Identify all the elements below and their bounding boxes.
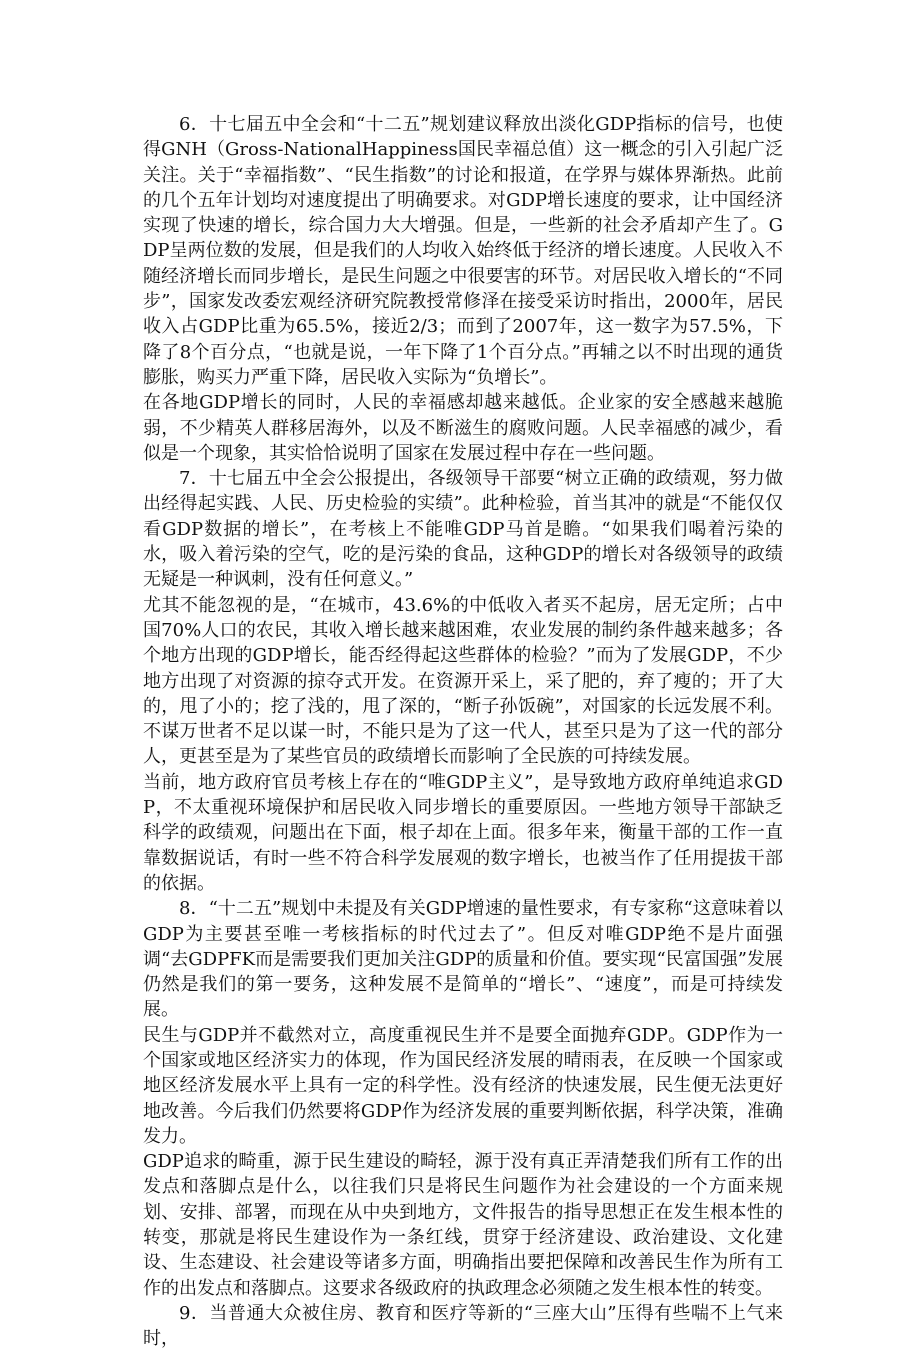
paragraph-7-continued-a: 尤其不能忽视的是，“在城市，43.6%的中低收入者买不起房，居无定所；占中国70%人口的农民，其收入增长越来越困难，农业发展的制约条件越来越多；各个地方出现的GDP增长，能否经得起这些群体的检验？”而为了发展GDP，不少地方出现了对资源的掠夺式开发。在资源开采上，采了肥的，弃了瘦的；开了大的，甩了小的；挖了浅的，甩了深的，“断子孙饭碗”，对国家的长远发展不利。不谋万世者不足以谋一时，不能只是为了这一代人，甚至只是为了这一代的部分人，更甚至是为了某些官员的政绩增长而影响了全民族的可持续发展。 (143, 594, 783, 768)
paragraph-7: 7．十七届五中全会公报提出，各级领导干部要“树立正确的政绩观，努力做出经得起实践、人民、历史检验的实绩”。此种检验，首当其冲的就是“不能仅仅看GDP数据的增长”，在考核上不能唯GDP马首是瞻。“如果我们喝着污染的水，吸入着污染的空气，吃的是污染的食品，这种GDP的增长对各级领导的政绩无疑是一种讽刺，没有任何意义。” (143, 468, 783, 591)
paragraph-9: 9．当普通大众被住房、教育和医疗等新的“三座大山”压得有些喘不上气来时， (143, 1302, 783, 1350)
paragraph-6: 6．十七届五中全会和“十二五”规划建议释放出淡化GDP指标的信号，也使得GNH（Gross-NationalHappiness国民幸福总值）这一概念的引入引起广泛关注。关于“幸福指数”、“民生指数”的讨论和报道，在学界与媒体界渐热。此前的几个五年计划均对速度提出了明确要求。对GDP增长速度的要求，让中国经济实现了快速的增长，综合国力大大增强。但是，一些新的社会矛盾却产生了。GDP呈两位数的发展，但是我们的人均收入始终低于经济的增长速度。人民收入不随经济增长而同步增长，是民生问题之中很要害的环节。对居民收入增长的“不同步”，国家发改委宏观经济研究院教授常修泽在接受采访时指出，2000年，居民收入占GDP比重为65.5%，接近2/3；而到了2007年，这一数字为57.5%，下降了8个百分点，“也就是说，一年下降了1个百分点。”再辅之以不时出现的通货膨胀，购买力严重下降，居民收入实际为“负增长”。 (143, 114, 783, 388)
paragraph-8-continued-a: 民生与GDP并不截然对立，高度重视民生并不是要全面抛弃GDP。GDP作为一个国家或地区经济实力的体现，作为国民经济发展的晴雨表，在反映一个国家或地区经济发展水平上具有一定的科学性。没有经济的快速发展，民生便无法更好地改善。今后我们仍然要将GDP作为经济发展的重要判断依据，科学决策，准确发力。 (143, 1024, 783, 1147)
document-body (143, 112, 783, 1352)
paragraph-8: 8．“十二五”规划中未提及有关GDP增速的量性要求，有专家称“这意味着以GDP为主要甚至唯一考核指标的时代过去了”。但反对唯GDP绝不是片面强调“去GDPFK而是需要我们更加关注GDP的质量和价值。要实现“民富国强”发展仍然是我们的第一要务，这种发展不是简单的“增长”、“速度”，而是可持续发展。 (143, 898, 783, 1021)
paragraph-8-continued-b: GDP追求的畸重，源于民生建设的畸轻，源于没有真正弄清楚我们所有工作的出发点和落脚点是什么，以往我们只是将民生问题作为社会建设的一个方面来规划、安排、部署，而现在从中央到地方，文件报告的指导思想正在发生根本性的转变，那就是将民生建设作为一条红线，贯穿于经济建设、政治建设、文化建设、生态建设、社会建设等诸多方面，明确指出要把保障和改善民生作为所有工作的出发点和落脚点。这要求各级政府的执政理念必须随之发生根本性的转变。 (143, 1151, 783, 1299)
paragraph-6-continued: 在各地GDP增长的同时，人民的幸福感却越来越低。企业家的安全感越来越脆弱，不少精英人群移居海外，以及不断滋生的腐败问题。人民幸福感的减少，看似是一个现象，其实恰恰说明了国家在发展过程中存在一些问题。 (143, 392, 783, 464)
paragraph-7-continued-b: 当前，地方政府官员考核上存在的“唯GDP主义”，是导致地方政府单纯追求GDP，不太重视环境保护和居民收入同步增长的重要原因。一些地方领导干部缺乏科学的政绩观，问题出在下面，根子却在上面。很多年来，衡量干部的工作一直靠数据说话，有时一些不符合科学发展观的数字增长，也被当作了任用提拔干部的依据。 (143, 771, 783, 894)
